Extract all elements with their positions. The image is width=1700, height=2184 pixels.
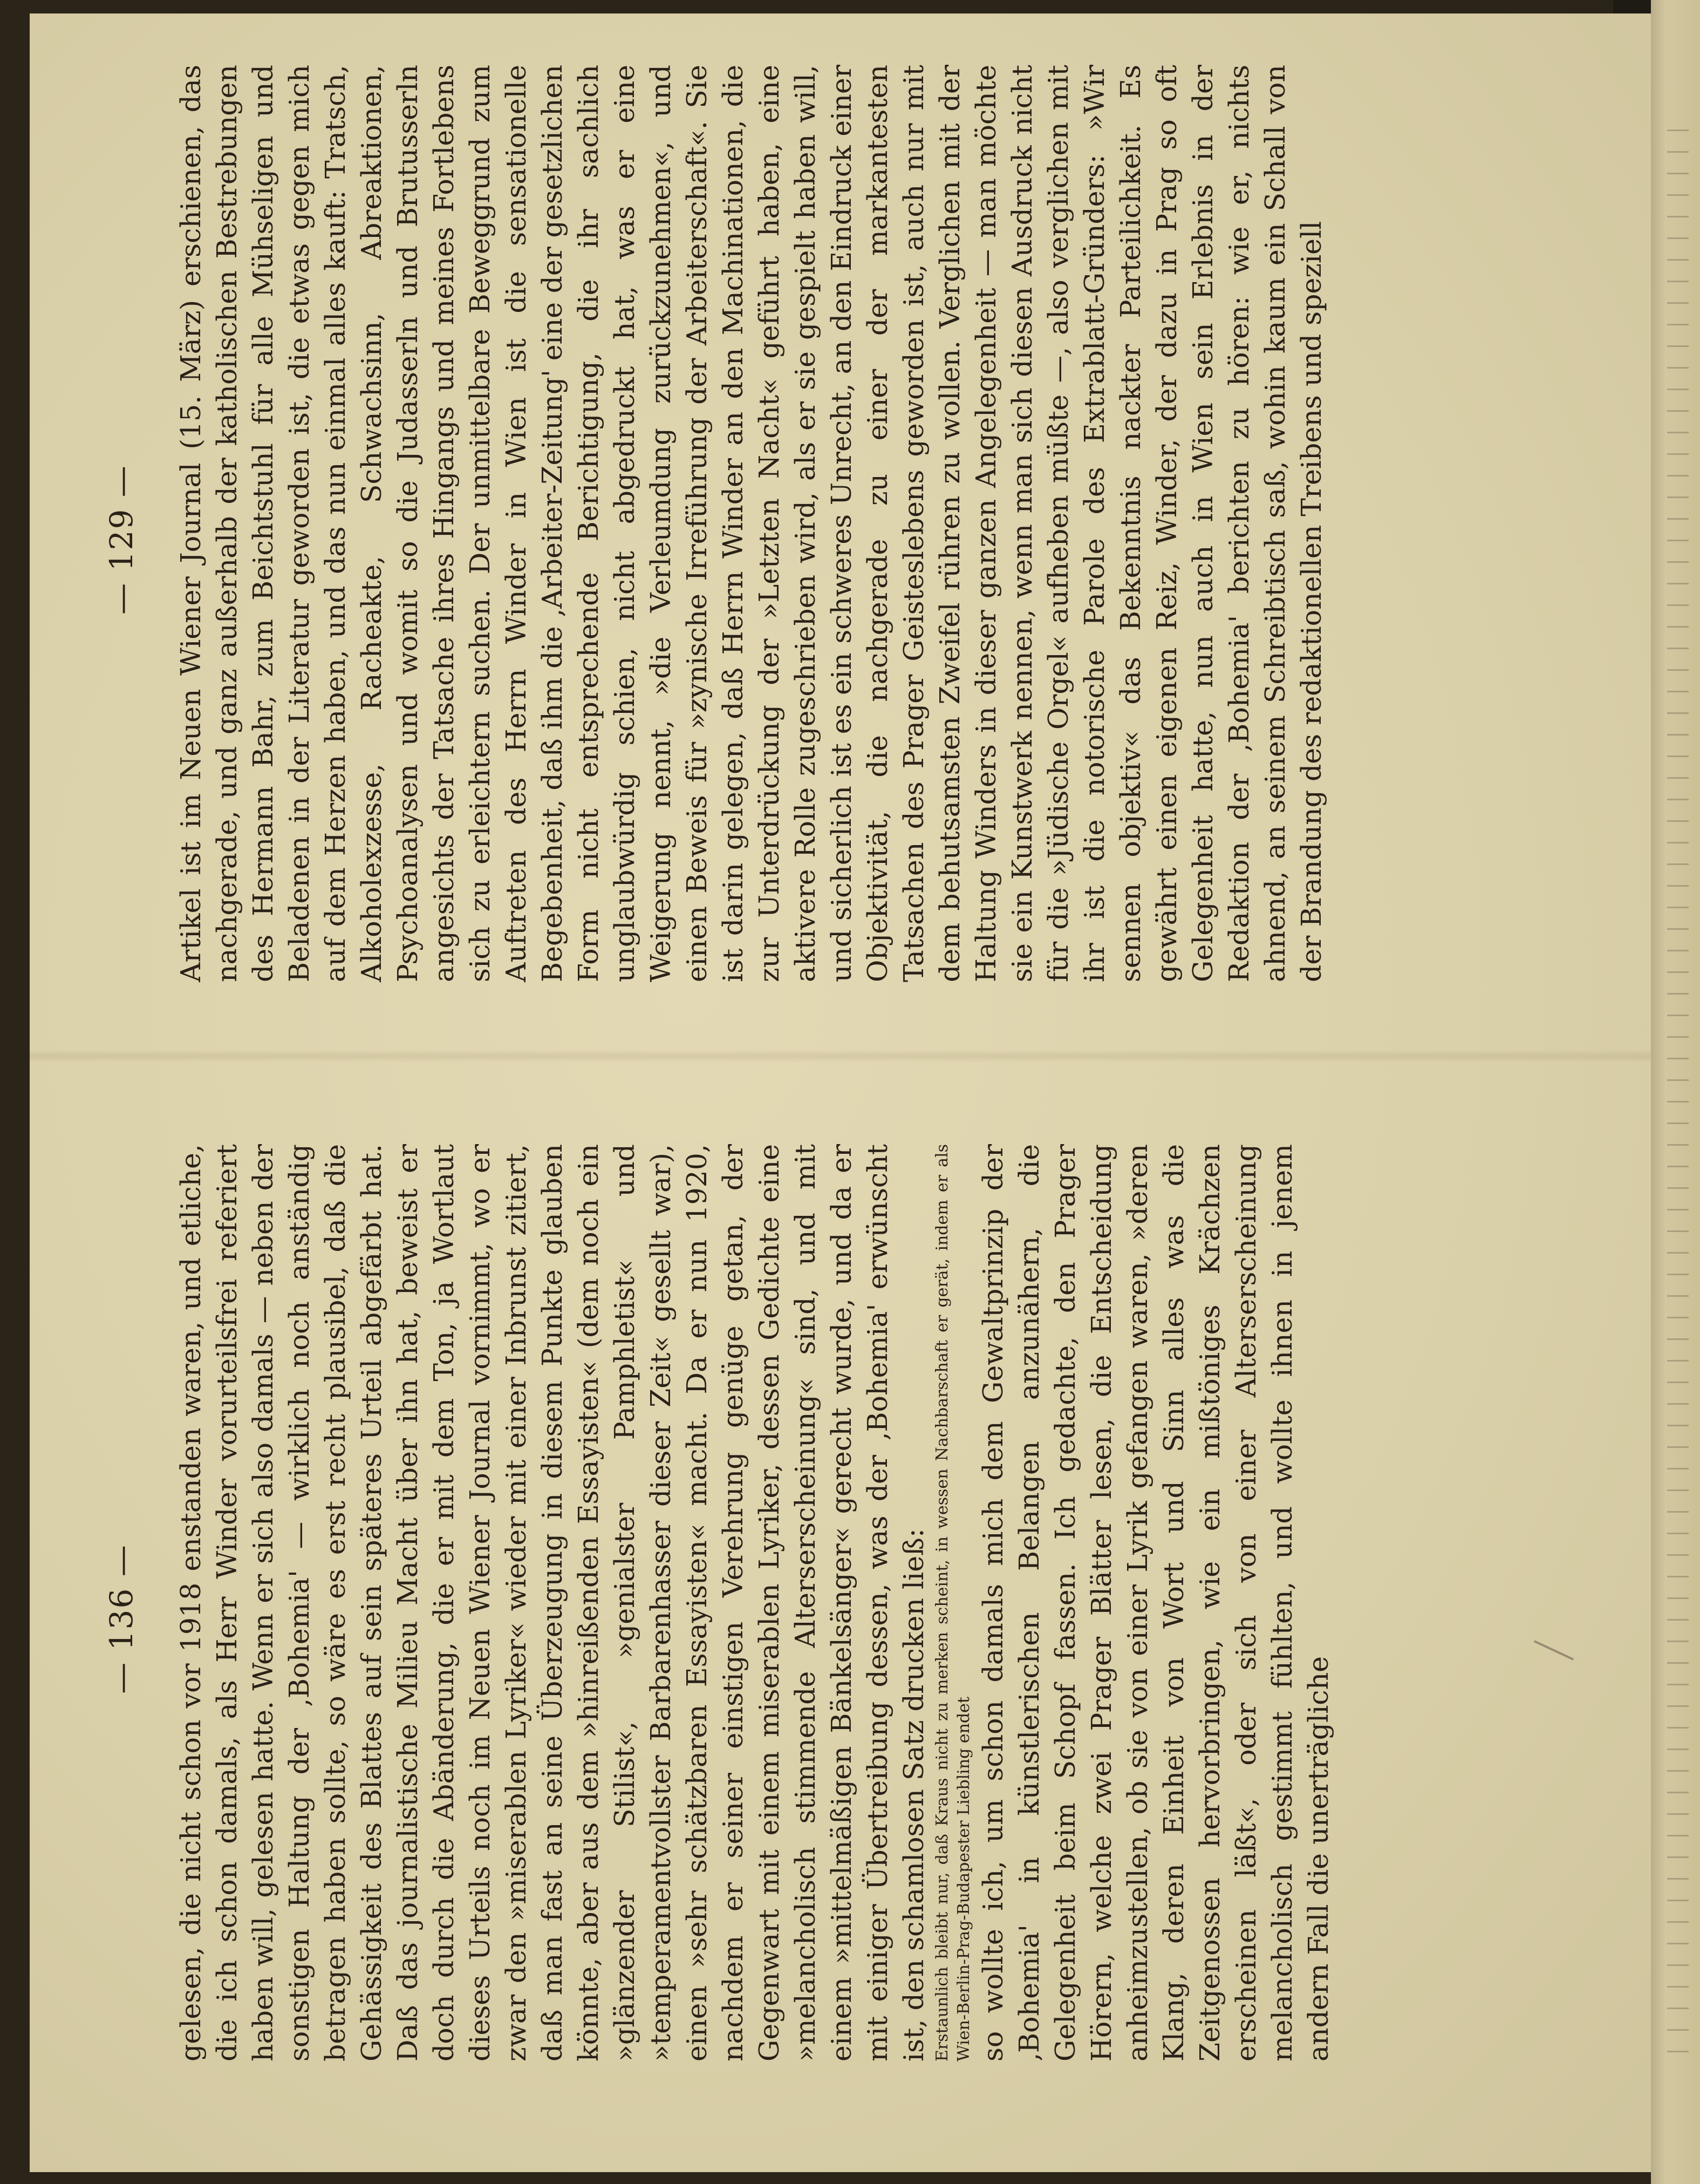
paragraph: so wollte ich, um schon damals mich dem Gewaltprinzip der ‚Bohemia' in künstlerischen Belangen anzunähern, die Gelegenheit beim Schopf fassen. Ich gedachte, den Prager Hörern, welche zwei Prager Blätter lesen, die Entscheidung anheimzustellen, ob sie von einer Lyrik gefangen waren, »deren Klang, deren Einheit von Wort und Sinn alles was die Zeitgenossen hervorbringen, wie ein mißtöniges Krächzen erscheinen läßt«, oder sich von einer Alterserscheinung melancholisch gestimmt fühlten, und wollte ihnen in jenem andern Fall die unerträgliche <box>977 1144 1334 2061</box>
page-body <box>173 65 1329 982</box>
footnote-quote: Erstaunlich bleibt nur, daß Kraus nicht zu merken scheint, in wessen Nachbarschaft er gerät, indem er als Wien-Berlin-Prag-Budapester Liebling endet <box>933 1144 973 2061</box>
paragraph: Artikel ist im Neuen Wiener Journal (15. März) erschienen, das nachgerade, und ganz außerhalb der katholischen Bestrebungen des Hermann Bahr, zum Beichtstuhl für alle Mühseligen und Beladenen in der Literatur geworden ist, die etwas gegen mich auf dem Herzen haben, und das nun einmal alles kauft: Tratsch, Alkoholexzesse, Racheakte, Schwachsinn, Abreaktionen, Psychoanalysen und womit so die Judasserln und Brutusserln angesichts der Tatsache ihres Hingangs und meines Fortlebens sich zu erleichtern suchen. Der unmittelbare Beweggrund zum Auftreten des Herrn Winder in Wien ist die sensationelle Begebenheit, daß ihm die ‚Arbeiter-Zeitung' eine der gesetzlichen Form nicht entsprechende Berichtigung, die ihr sachlich unglaubwürdig schien, nicht abgedruckt hat, was er eine Weigerung nennt, »die Verleumdung zurückzunehmen«, und einen Beweis für »zynische Irreführung der Arbeiterschaft«. Sie ist darin gelegen, daß Herrn Winder an den Machinationen, die zur Unterdrückung der »Letzten Nacht« geführt haben, eine aktivere Rolle zugeschrieben wird, als er sie gespielt haben will, und sicherlich ist es ein schweres Unrecht, an den Eindruck einer Objektivität, die nachgerade zu einer der markantesten Tatsachen des Prager Geisteslebens geworden ist, auch nur mit dem behutsamsten Zweifel rühren zu wollen. Verglichen mit der Haltung Winders in dieser ganzen Angelegenheit — man möchte sie ein Kunstwerk nennen, wenn man sich diesen Ausdruck nicht für die »Jüdische Orgel« aufheben müßte —, also verglichen mit ihr ist die notorische Parole des Extrablatt-Gründers: »Wir sennen objektiv« das Bekenntnis nackter Parteilichkeit. Es gewährt einen eigenen Reiz, Winder, der dazu in Prag so oft Gelegenheit hatte, nun auch in Wien sein Erlebnis in der Redaktion der ‚Bohemia' berichten zu hören: wie er, nichts ahnend, an seinem Schreibtisch saß, wohin kaum ein Schall von der Brandung des redaktionellen Treibens und speziell <box>175 65 1327 982</box>
page-body <box>173 1144 1336 2061</box>
page-number: — 129 — <box>103 465 140 615</box>
page-136 <box>65 1101 1672 2137</box>
paragraph: gelesen, die nicht schon vor 1918 enstanden waren, und etliche, die ich schon damals, als Herr Winder vorurteilsfrei referiert haben will, gelesen hatte. Wenn er sich also damals — neben der sonstigen Haltung der ‚Bohemia' — wirklich noch anständig betragen haben sollte, so wäre es erst recht plausibel, daß die Gehässigkeit des Blattes auf sein späteres Urteil abgefärbt hat. Daß das journalistische Milieu Macht über ihn hat, beweist er doch durch die Abänderung, die er mit dem Ton, ja Wortlaut dieses Urteils noch im Neuen Wiener Journal vornimmt, wo er zwar den »miserablen Lyriker« wieder mit einer Inbrunst zitiert, daß man fast an seine Überzeugung in diesem Punkte glauben könnte, aber aus dem »hinreißenden Essayisten« (dem noch ein »glänzender Stilist«, »genialster Pamphletist« und »temperamentvollster Barbarenhasser dieser Zeit« gesellt war), einen »sehr schätzbaren Essayisten« macht. Da er nun 1920, nachdem er seiner einstigen Verehrung genüge getan, der Gegenwart mit einem miserablen Lyriker, dessen Gedichte eine »melancholisch stimmende Alterserscheinung« sind, und mit einem »mittelmäßigen Bänkelsänger« gerecht wurde, und da er mit einiger Übertreibung dessen, was der ‚Bohemia' erwünscht ist, den schamlosen Satz drucken ließ: <box>175 1144 930 2061</box>
page-129 <box>65 22 1672 1058</box>
pencil-mark <box>1534 1640 1574 1660</box>
page-number: — 136 — <box>103 1544 140 1694</box>
